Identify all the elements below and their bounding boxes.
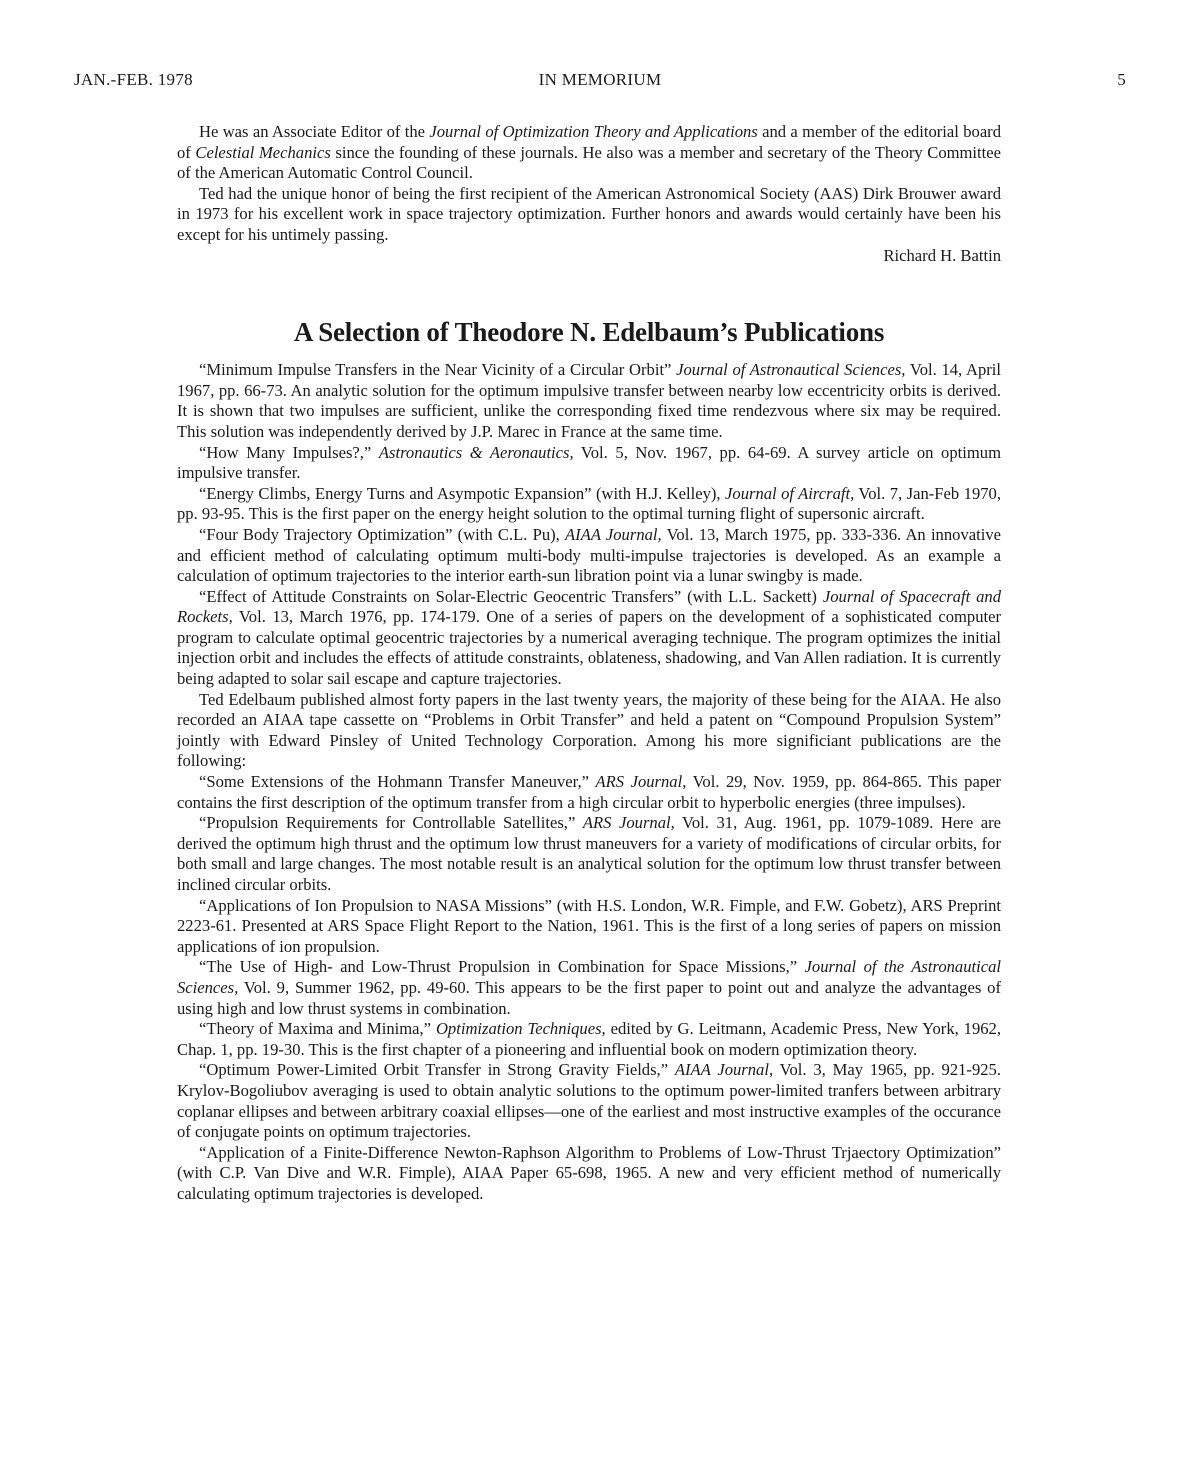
text-segment: Ted had the unique honor of being the first recipient of the American Astronomical Society (AAS) Dirk Brouwer award in 1973 for his excellent work in space trajectory optimization. Further honors and awards would certainly have been his except for his untimely passing. [177,183,1001,244]
text-segment: “Some Extensions of the Hohmann Transfer Maneuver,” [199,772,596,792]
author-signature: Richard H. Battin [883,245,1001,265]
publication-entry [177,1019,1001,1060]
publication-entry [177,587,1001,690]
text-segment: “Theory of Maxima and Minima,” [199,1019,436,1039]
publication-entry [177,525,1001,587]
journal-title: AIAA Journal, [565,524,662,544]
text-segment: Vol. 14, April 1967, pp. 66-73. An analytic solution for the optimum impulsive transfer between nearby low eccentricity orbits is derived. It is shown that two impulses are sufficient, unlike the corresponding fixed time rendezvous where six may be required. This solution was independently derived by J.P. Marec in France at the same time. [177,360,1001,441]
text-segment: edited by G. Leitmann, Academic Press, New York, 1962, Chap. 1, pp. 19-30. This is the first chapter of a pioneering and influential book on modern optimization theory. [177,1019,1001,1059]
journal-title: Astronautics & Aeronautics, [378,442,574,462]
text-segment: “Four Body Trajectory Optimization” (with C.L. Pu), [199,524,566,544]
text-segment: Vol. 3, May 1965, pp. 921-925. Krylov-Bogoliubov averaging is used to obtain analytic solutions to the optimum power-limited tranfers between arbitrary coplanar ellipses and between arbitrary coaxial ellipses—one of the earliest and most instructive examples of the occurance of conjugate points on optimum trajectories. [177,1060,1001,1142]
text-segment: Vol. 31, Aug. 1961, pp. 1079-1089. Here are derived the optimum high thrust and the optimum low thrust maneuvers for a variety of modifications of circular orbits, for both small and large changes. The most notable result is an analytical solution for the optimum low thrust transfer between inclined circular orbits. [177,813,1001,894]
publication-entry [177,813,1001,895]
publication-entry [177,690,1001,772]
text-segment: “Minimum Impulse Transfers in the Near Vicinity of a Circular Orbit” [199,360,677,380]
journal-title: Journal of Spacecraft and Rockets, [177,586,1001,627]
running-head [74,70,1126,92]
text-segment: Vol. 9, Summer 1962, pp. 49-60. This appears to be the first paper to point out and analyze the advantages of using high and low thrust systems in combination. [177,977,1001,1018]
journal-title: Celestial Mechanics [195,142,331,162]
text-segment: Vol. 5, Nov. 1967, pp. 64-69. A survey article on optimum impulsive transfer. [177,442,1001,483]
text-segment: and a member of the editorial board of [177,122,1002,162]
intro-paragraph [177,122,1001,184]
publication-entry [177,360,1001,442]
page-number: 5 [1117,70,1126,89]
text-segment: “Applications of Ion Propulsion to NASA Missions” (with H.S. London, W.R. Fimple, and F.W. Gobetz), ARS Preprint 2223-61. Presented at ARS Space Flight Report to the Nation, 1961. This is the first of a long series of papers on mission applications of ion propulsion. [177,895,1001,956]
text-segment: He was an Associate Editor of the [199,122,430,141]
text-segment: Vol. 13, March 1975, pp. 333-336. An innovative and efficient method of calculating optimum multi-body multi-impulse trajectories is developed. As an example a calculation of optimum trajectories to the interior earth-sun libration point via a lunar swingby is made. [177,524,1001,586]
text-segment: Ted Edelbaum published almost forty papers in the last twenty years, the majority of these being for the AIAA. He also recorded an AIAA tape cassette on “Problems in Orbit Transfer” and held a patent on “Compound Propulsion System” jointly with Edward Pinsley of United Technology Corporation. Among his more significiant publications are the following: [177,689,1001,771]
text-segment: “Effect of Attitude Constraints on Solar-Electric Geocentric Transfers” (with L.L. Sackett) [199,586,823,606]
publication-entry [177,443,1001,484]
publication-entry [177,1143,1001,1205]
text-segment: since the founding of these journals. He also was a member and secretary of the Theory Committee of the American Automatic Control Council. [177,142,1001,183]
journal-title: AIAA Journal, [674,1060,774,1080]
intro-section [177,122,1001,246]
journal-title: Optimization Techniques, [435,1019,606,1039]
publication-entry [177,1060,1001,1142]
header-date: JAN.-FEB. 1978 [74,70,193,89]
text-segment: “The Use of High- and Low-Thrust Propulsion in Combination for Space Missions,” [199,957,805,977]
publications-list [177,360,1001,1204]
publication-entry [177,772,1001,813]
text-segment: Vol. 7, Jan-Feb 1970, pp. 93-95. This is the first paper on the energy height solution to the optimal turning flight of supersonic aircraft. [177,483,1001,524]
text-segment: Vol. 13, March 1976, pp. 174-179. One of a series of papers on the development of a sophisticated computer program to calculate optimal geocentric trajectories by a numerical averaging technique. The program optimizes the initial injection orbit and includes the effects of attitude constraints, oblateness, shadowing, and Van Allen radiation. It is currently being adapted to solar sail escape and capture trajectories. [177,607,1001,689]
journal-title: Journal of Astronautical Sciences, [676,360,906,380]
text-segment: “Energy Climbs, Energy Turns and Asympotic Expansion” (with H.J. Kelley), [199,483,726,503]
publication-entry [177,484,1001,525]
article-body [177,122,1001,1205]
text-segment: “How Many Impulses?,” [199,442,379,462]
journal-title: ARS Journal, [595,772,687,792]
intro-paragraph [177,184,1001,246]
journal-title: Journal of Aircraft, [725,483,855,503]
publication-entry [177,957,1001,1019]
publication-entry [177,896,1001,958]
text-segment: “Propulsion Requirements for Controllable Satellites,” [199,813,583,833]
journal-title: ARS Journal, [582,813,675,833]
header-section-title: IN MEMORIUM [538,70,662,89]
text-segment: Vol. 29, Nov. 1959, pp. 864-865. This paper contains the first description of the optimum transfer from a high circular orbit to hyperbolic energies (three impulses). [177,772,1002,812]
journal-title: Journal of Optimization Theory and Applications [429,122,758,141]
text-segment: “Optimum Power-Limited Orbit Transfer in Strong Gravity Fields,” [199,1060,675,1080]
journal-title: Journal of the Astronautical Sciences, [177,957,1001,997]
text-segment: “Application of a Finite-Difference Newton-Raphson Algorithm to Problems of Low-Thrust Trjaectory Optimization” (with C.P. Van Dive and W.R. Fimple), AIAA Paper 65-698, 1965. A new and very efficient method of numerically calculating optimum trajectories is developed. [177,1142,1001,1203]
publications-heading: A Selection of Theodore N. Edelbaum’s Publications [293,317,885,348]
